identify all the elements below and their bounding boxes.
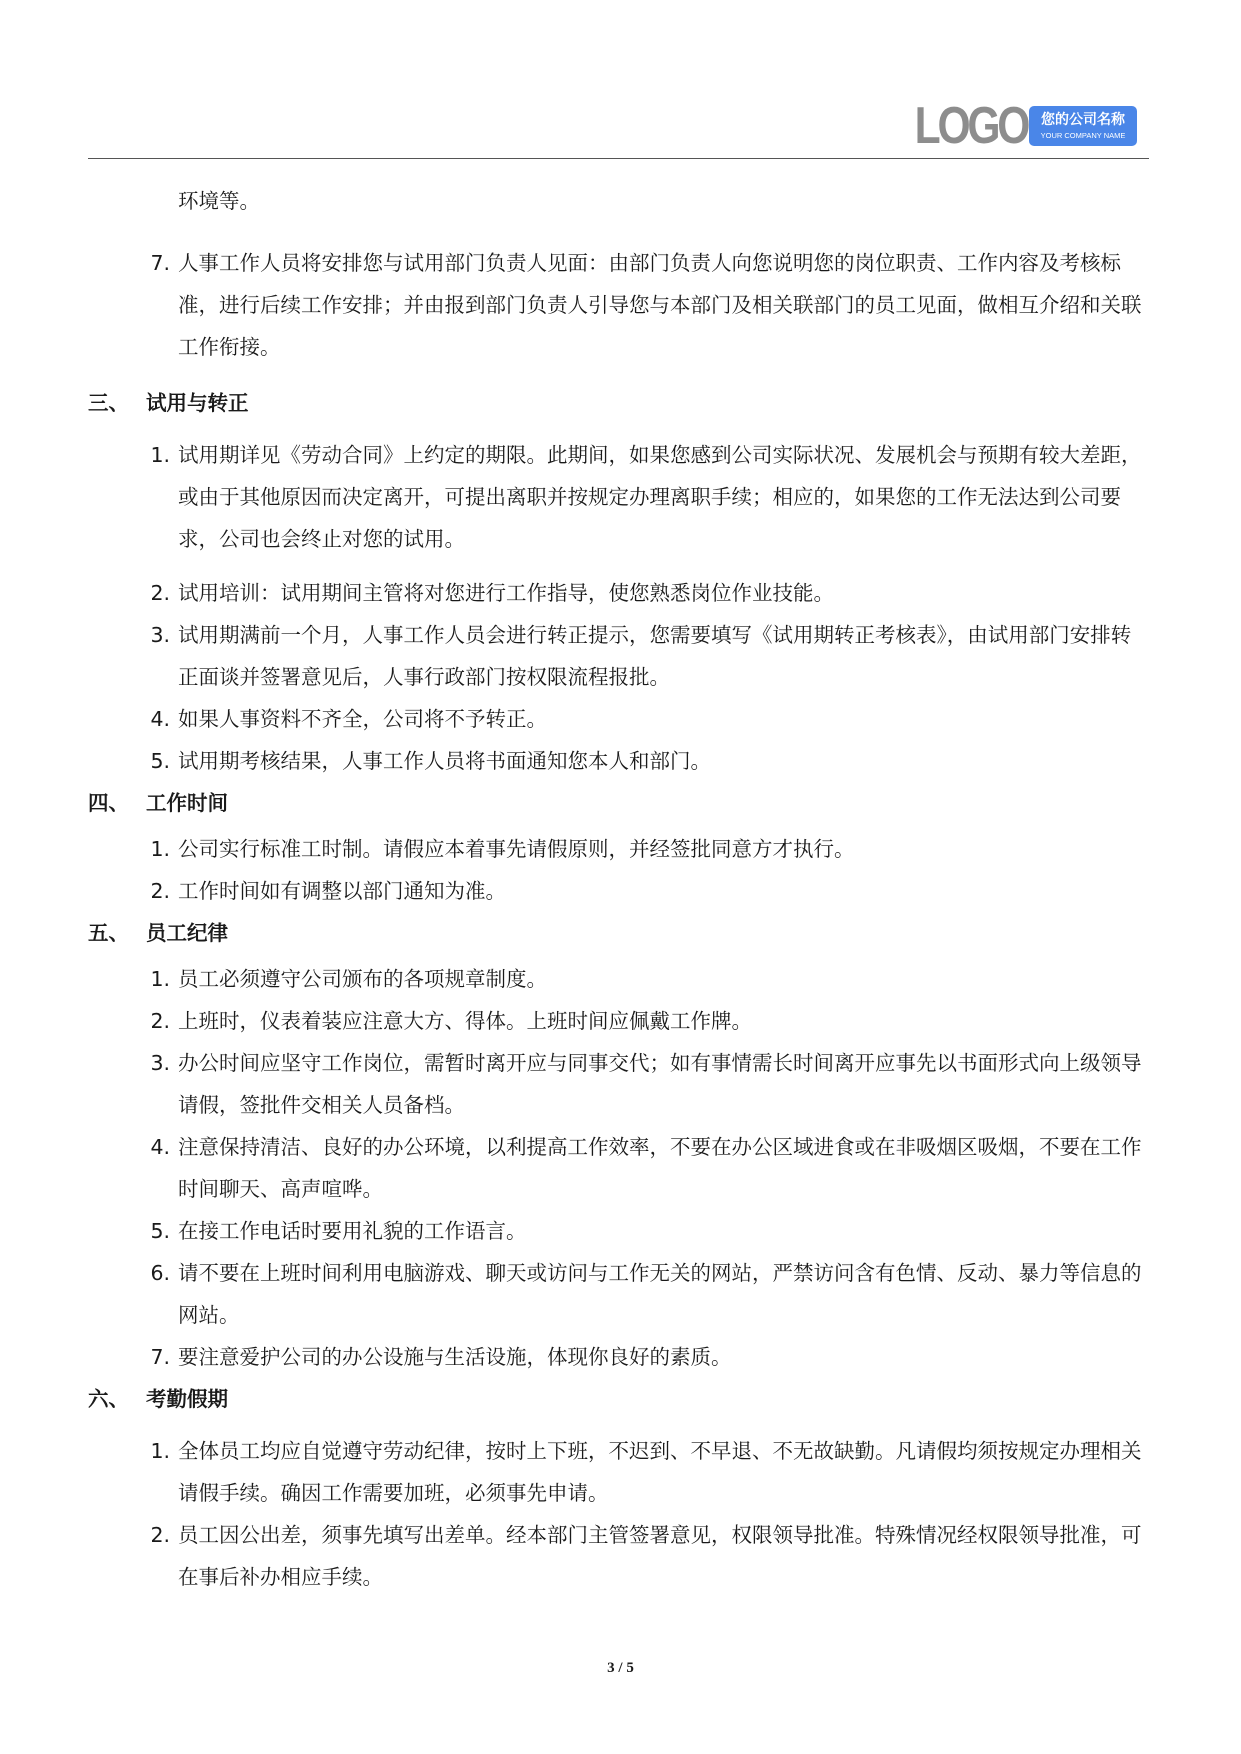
list-item: [88, 740, 1149, 782]
list-top: [88, 242, 1149, 368]
list-item: [88, 870, 1149, 912]
item-number: 1.: [150, 443, 170, 467]
company-logo: [890, 97, 1137, 155]
list-item: [88, 1042, 1149, 1126]
section-heading: [88, 388, 1149, 418]
item-text: 请不要在上班时间利用电脑游戏、聊天或访问与工作无关的网站，严禁访问含有色情、反动、暴力等信息的网站。: [178, 1261, 1142, 1327]
item-number: 7.: [150, 251, 170, 275]
page-number: 3 / 5: [607, 1660, 634, 1676]
item-number: 1.: [150, 1439, 170, 1463]
item-number: 4.: [150, 707, 170, 731]
list-item: [88, 828, 1149, 870]
item-number: 4.: [150, 1135, 170, 1159]
item-number: 2.: [150, 1009, 170, 1033]
list-item: [88, 1252, 1149, 1336]
company-name-badge: [1029, 106, 1137, 146]
item-number: 1.: [150, 837, 170, 861]
section-list: [88, 958, 1149, 1378]
list-item: [88, 1126, 1149, 1210]
continuation-text: 环境等。: [178, 189, 260, 213]
list-item: [88, 242, 1149, 368]
section-title: 试用与转正: [146, 391, 249, 415]
item-number: 2.: [150, 581, 170, 605]
item-number: 5.: [150, 749, 170, 773]
section-list: [88, 434, 1149, 782]
item-number: 3.: [150, 623, 170, 647]
item-number: 2.: [150, 879, 170, 903]
section-title: 考勤假期: [146, 1387, 228, 1411]
item-text: 办公时间应坚守工作岗位，需暂时离开应与同事交代；如有事情需长时间离开应事先以书面形式向上级领导请假，签批件交相关人员备档。: [178, 1051, 1142, 1117]
list-item: [88, 1000, 1149, 1042]
section-number: 五、: [88, 921, 129, 945]
section-heading: [88, 918, 1149, 948]
item-text: 试用期考核结果，人事工作人员将书面通知您本人和部门。: [178, 749, 711, 773]
document-body: [88, 180, 1149, 1598]
section-list: [88, 828, 1149, 912]
logo-text: LOGO: [914, 97, 1027, 155]
section-heading: [88, 1384, 1149, 1414]
list-item: [88, 434, 1149, 560]
item-text: 试用培训：试用期间主管将对您进行工作指导，使您熟悉岗位作业技能。: [178, 581, 834, 605]
item-text: 工作时间如有调整以部门通知为准。: [178, 879, 506, 903]
item-text: 注意保持清洁、良好的办公环境，以利提高工作效率，不要在办公区域进食或在非吸烟区吸烟，不要在工作时间聊天、高声喧哗。: [178, 1135, 1142, 1201]
list-item: [88, 1210, 1149, 1252]
item-text: 在接工作电话时要用礼貌的工作语言。: [178, 1219, 527, 1243]
item-text: 试用期详见《劳动合同》上约定的期限。此期间，如果您感到公司实际状况、发展机会与预期有较大差距，或由于其他原因而决定离开，可提出离职并按规定办理离职手续；相应的，如果您的工作无法达到公司要求，公司也会终止对您的试用。: [178, 443, 1142, 551]
section-number: 三、: [88, 391, 129, 415]
section-number: 六、: [88, 1387, 129, 1411]
list-item: [88, 1336, 1149, 1378]
section-title: 员工纪律: [146, 921, 228, 945]
item-text: 如果人事资料不齐全，公司将不予转正。: [178, 707, 547, 731]
item-number: 2.: [150, 1523, 170, 1547]
item-text: 上班时，仪表着装应注意大方、得体。上班时间应佩戴工作牌。: [178, 1009, 752, 1033]
item-number: 7.: [150, 1345, 170, 1369]
section-title: 工作时间: [146, 791, 228, 815]
company-name-en: YOUR COMPANY NAME: [1040, 130, 1126, 140]
page-header: [88, 96, 1149, 159]
item-text: 公司实行标准工时制。请假应本着事先请假原则，并经签批同意方才执行。: [178, 837, 855, 861]
section-list: [88, 1430, 1149, 1598]
company-name-cn: 您的公司名称: [1041, 111, 1125, 128]
item-text: 试用期满前一个月，人事工作人员会进行转正提示，您需要填写《试用期转正考核表》，由试用部门安排转正面谈并签署意见后，人事行政部门按权限流程报批。: [178, 623, 1132, 689]
section-number: 四、: [88, 791, 129, 815]
item-text: 员工必须遵守公司颁布的各项规章制度。: [178, 967, 547, 991]
section-heading: [88, 788, 1149, 818]
list-item: [88, 1514, 1149, 1598]
item-text: 人事工作人员将安排您与试用部门负责人见面：由部门负责人向您说明您的岗位职责、工作内容及考核标准，进行后续工作安排；并由报到部门负责人引导您与本部门及相关联部门的员工见面，做相互介绍和关联工作衔接。: [178, 251, 1142, 359]
list-item: [88, 698, 1149, 740]
item-text: 全体员工均应自觉遵守劳动纪律，按时上下班，不迟到、不早退、不无故缺勤。凡请假均须按规定办理相关请假手续。确因工作需要加班，必须事先申请。: [178, 1439, 1142, 1505]
list-item: [88, 614, 1149, 698]
item-number: 6.: [150, 1261, 170, 1285]
item-text: 员工因公出差，须事先填写出差单。经本部门主管签署意见，权限领导批准。特殊情况经权限领导批准，可在事后补办相应手续。: [178, 1523, 1142, 1589]
item-number: 1.: [150, 967, 170, 991]
list-item: [88, 572, 1149, 614]
list-item: [88, 1430, 1149, 1514]
list-item: [88, 958, 1149, 1000]
item-number: 5.: [150, 1219, 170, 1243]
item-text: 要注意爱护公司的办公设施与生活设施，体现你良好的素质。: [178, 1345, 732, 1369]
item-number: 3.: [150, 1051, 170, 1075]
